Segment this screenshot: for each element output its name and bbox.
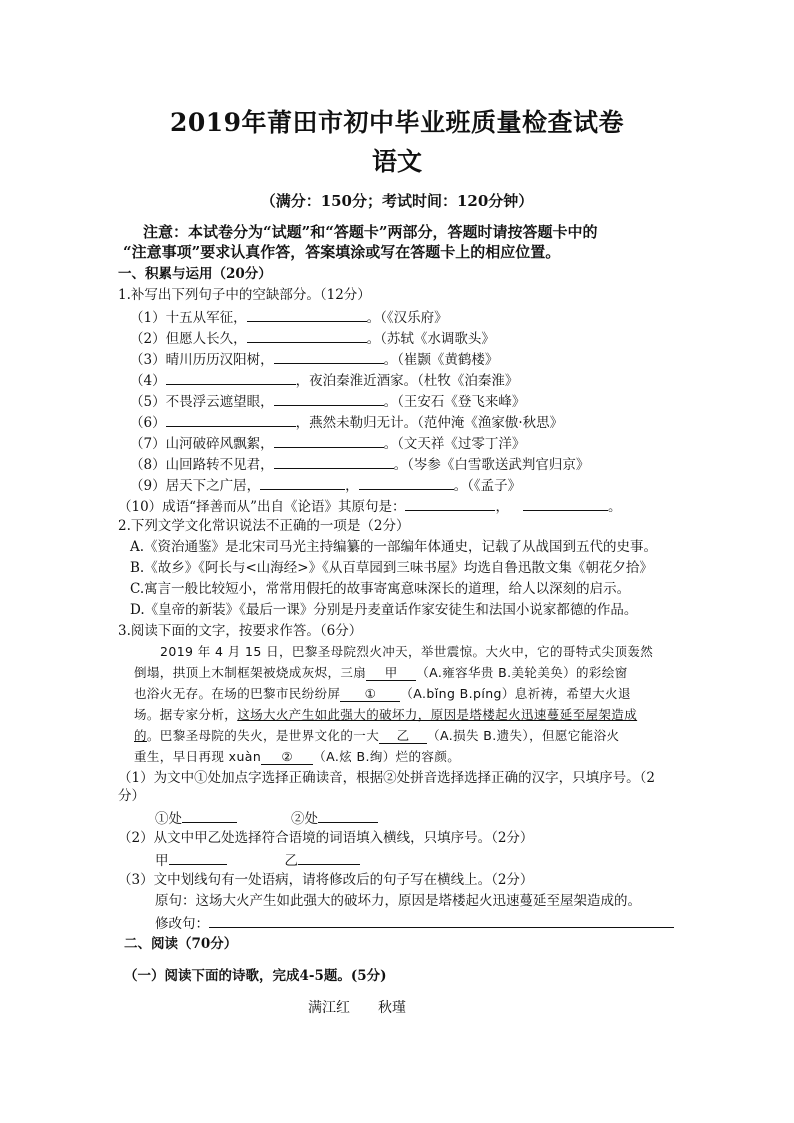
- q2-option-b: B.《故乡》《阿长与<山海经>》《从百草园到三味书屋》均选自鲁迅散文集《朝花夕拾》: [130, 560, 653, 576]
- answer-blank[interactable]: [247, 328, 367, 343]
- q1-item-8: [130, 454, 589, 474]
- q3-sub1-cont: 分）: [118, 788, 145, 804]
- passage-text: 倒塌，拱顶上木制框架被烧成灰烬，三扇: [134, 665, 367, 680]
- item-text: （6）: [130, 415, 166, 431]
- answer-blank[interactable]: [274, 349, 384, 364]
- answer-label: 修改句：: [155, 916, 209, 932]
- item-text: 。（《孟子》: [453, 478, 522, 494]
- passage-text: （A.损失 B.遗失），但愿它能浴火: [427, 728, 620, 743]
- item-text: （5）不畏浮云遮望眼，: [130, 394, 274, 410]
- notice-line-2: “注意事项”要求认真作答，答案填涂或写在答题卡上的相应位置。: [123, 243, 561, 261]
- answer-blank[interactable]: [166, 370, 296, 385]
- answer-label: ①处: [155, 811, 182, 827]
- item-text: （7）山河破碎风飘絮，: [130, 436, 274, 452]
- answer-blank[interactable]: [523, 496, 608, 511]
- item-text: ，: [345, 478, 359, 494]
- answer-label: 乙: [284, 853, 298, 869]
- item-text: （9）居天下之广居，: [130, 478, 261, 494]
- blank-jia[interactable]: 甲: [366, 666, 416, 681]
- q2-stem: 2.下列文学文化常识说法不正确的一项是（2分）: [118, 518, 410, 534]
- q3-stem: 3.阅读下面的文字，按要求作答。（6分）: [118, 623, 363, 639]
- passage-text: 场。据专家分析，: [134, 707, 238, 722]
- blank-2[interactable]: ②: [261, 750, 313, 765]
- q1-item-7: [130, 433, 525, 453]
- passage-text: （A.雍容华贵 B.美轮美奂）的彩绘窗: [416, 665, 628, 680]
- q3-sub1-answers: [155, 808, 378, 828]
- subject-title: 语文: [371, 147, 422, 176]
- answer-blank[interactable]: [209, 913, 674, 928]
- passage-text: 。巴黎圣母院的失火，是世界文化的一大: [146, 728, 380, 743]
- item-text: ，夜泊秦淮近酒家。（杜牧《泊秦淮》: [295, 373, 519, 389]
- q3-original-sentence: 原句：这场大火产生如此强大的破坏力，原因是塔楼起火迅速蔓延至屋架造成的。: [155, 893, 641, 909]
- passage-line-1: 2019 年 4 月 15 日，巴黎圣母院烈火冲天，举世震惊。大火中，它的哥特式尖顶轰然: [160, 644, 654, 659]
- q3-sub2: （2）从文中甲乙处选择符合语境的词语填入横线，只填序号。（2分）: [118, 830, 534, 846]
- blank-1[interactable]: ①: [340, 687, 400, 702]
- answer-blank[interactable]: [318, 808, 378, 823]
- q1-item-3: [130, 349, 498, 369]
- item-text: （2）但愿人长久，: [130, 331, 247, 347]
- answer-blank[interactable]: [166, 412, 296, 427]
- q1-item-10: [118, 496, 621, 516]
- q1-item-6: [130, 412, 563, 432]
- item-text: （1）十五从军征，: [130, 310, 247, 326]
- item-text: （4）: [130, 373, 166, 389]
- item-text: 。（王安石《登飞来峰》: [383, 394, 526, 410]
- answer-blank[interactable]: [247, 307, 367, 322]
- poem-title: 满江红: [308, 1000, 350, 1016]
- answer-label: 甲: [155, 853, 169, 869]
- q2-option-d: D.《皇帝的新装》《最后一课》分别是丹麦童话作家安徒生和法国小说家都德的作品。: [130, 602, 638, 618]
- q1-item-9: [130, 475, 521, 495]
- passage-line-2: [134, 664, 628, 682]
- item-text: （3）晴川历历汉阳树，: [130, 352, 274, 368]
- answer-blank[interactable]: [274, 391, 384, 406]
- answer-blank[interactable]: [182, 808, 237, 823]
- exam-title: 2019年莆田市初中毕业班质量检查试卷: [169, 108, 625, 137]
- q3-sub3: （3）文中划线句有一处语病，请将修改后的句子写在横线上。（2分）: [118, 872, 534, 888]
- section-1-heading: 一、积累与运用（20分）: [118, 266, 272, 282]
- q1-item-1: [130, 307, 448, 327]
- passage-text: 重生，早日再现 xuàn: [134, 749, 262, 764]
- passage-line-5: [134, 727, 619, 745]
- passage-text: 也浴火无存。在场的巴黎市民纷纷屏: [134, 686, 341, 701]
- item-text: ，燕然未勒归无计。（范仲淹《渔家傲·秋思》: [295, 415, 564, 431]
- q2-option-a: A.《资治通鉴》是北宋司马光主持编纂的一部编年体通史，记载了从战国到五代的史事。: [130, 539, 658, 555]
- q1-stem: 1.补写出下列句子中的空缺部分。（12分）: [118, 287, 371, 303]
- passage-line-6: [134, 748, 460, 766]
- passage-text: （A.炫 B.绚）烂的容颜。: [313, 749, 461, 764]
- item-text: ，: [495, 499, 509, 515]
- answer-blank[interactable]: [298, 850, 360, 865]
- passage-line-3: [134, 685, 631, 703]
- item-text: 。（岑参《白雪歌送武判官归京》: [393, 457, 590, 473]
- q3-sub1: （1）为文中①处加点字选择正确读音，根据②处拼音选择选择正确的汉字，只填序号。（2: [118, 770, 655, 786]
- answer-blank[interactable]: [359, 475, 454, 490]
- item-text: （10）成语“择善而从”出自《论语》其原句是：: [118, 499, 406, 515]
- answer-blank[interactable]: [274, 433, 384, 448]
- item-text: 。（苏轼《水调歌头》: [366, 331, 495, 347]
- q2-option-c: C.寓言一般比较短小，常常用假托的故事寄寓意味深长的道理，给人以深刻的启示。: [130, 581, 631, 597]
- underlined-sentence-end: 的: [134, 728, 147, 743]
- exam-meta: （满分：150分；考试时间：120分钟）: [260, 192, 534, 210]
- passage-text: （A.bǐng B.píng）息祈祷，希望大火退: [400, 686, 631, 701]
- notice-line-1: 注意：本试卷分为“试题”和“答题卡”两部分，答题时请按答题卡中的: [143, 223, 598, 241]
- answer-blank[interactable]: [274, 454, 394, 469]
- answer-blank[interactable]: [169, 850, 227, 865]
- item-text: （8）山回路转不见君，: [130, 457, 274, 473]
- answer-blank[interactable]: [260, 475, 345, 490]
- q3-revised-sentence: [155, 913, 674, 933]
- underlined-sentence: 这场大火产生如此强大的破坏力，原因是塔楼起火迅速蔓延至屋架造成: [237, 707, 638, 722]
- item-text: 。（《汉乐府》: [366, 310, 448, 326]
- blank-yi[interactable]: 乙: [379, 729, 427, 744]
- item-text: 。（文天祥《过零丁洋》: [383, 436, 526, 452]
- answer-label: ②处: [291, 811, 318, 827]
- section-2-heading: 二、阅读（70分）: [124, 936, 238, 952]
- section-2-sub-heading: （一）阅读下面的诗歌，完成4-5题。(5分): [124, 968, 387, 984]
- q1-item-2: [130, 328, 495, 348]
- item-text: 。: [607, 499, 622, 515]
- poem-author: 秋瑾: [378, 1000, 406, 1016]
- item-text: 。（崔颢《黄鹤楼》: [383, 352, 499, 368]
- q1-item-4: [130, 370, 518, 390]
- q1-item-5: [130, 391, 525, 411]
- passage-line-4: [134, 706, 637, 724]
- q3-sub2-answers: [155, 850, 360, 870]
- answer-blank[interactable]: [405, 496, 495, 511]
